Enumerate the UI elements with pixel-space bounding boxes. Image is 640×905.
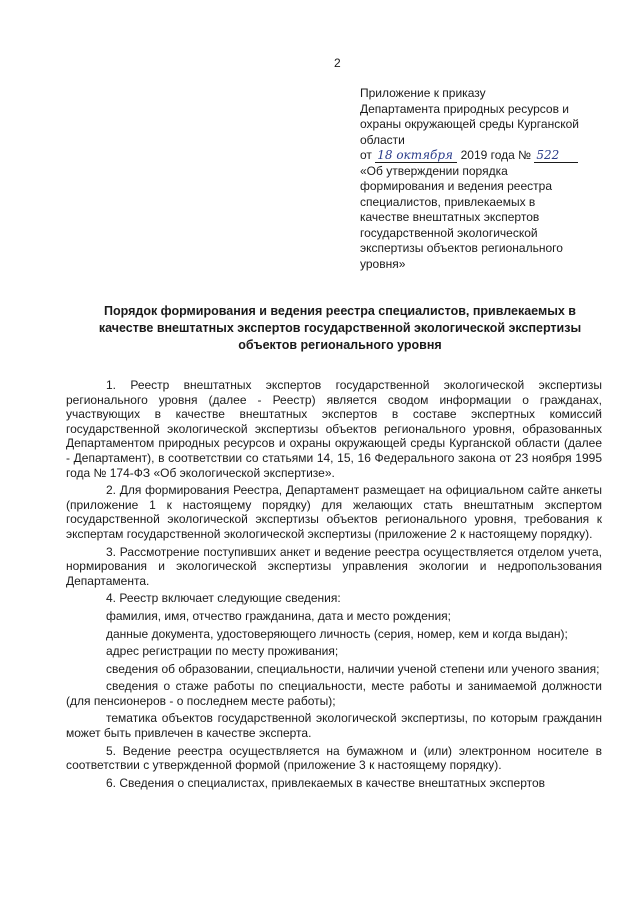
order-title-line: «Об утверждении порядка [360, 163, 508, 178]
paragraph: 4. Реестр включает следующие сведения: [106, 591, 341, 606]
appendix-line: охраны окружающей среды Курганской [360, 117, 579, 131]
order-title-line: формирования и ведения реестра [360, 179, 552, 193]
order-title-line: уровня» [360, 256, 406, 271]
paragraph: 3. Рассмотрение поступивших анкет и ведение реестра осуществляется отделом учета, нормирования и экологической экспертизы управления экологии и недропользования Департамента. [66, 544, 602, 588]
order-title-line: специалистов, привлекаемых в [360, 194, 536, 209]
year-text: 2019 года № [460, 148, 532, 162]
document-title: Порядок формирования и ведения реестра специалистов, привлекаемых в качестве внештатных экспертов государственной экологической экспертизы объектов регионального уровня [98, 304, 582, 352]
paragraph: данные документа, удостоверяющего личность (серия, номер, кем и когда выдан); [106, 626, 568, 641]
order-title-line: экспертизы объектов регионального [360, 241, 563, 255]
appendix-line: Приложение к приказу [360, 86, 486, 100]
appendix-line: области [360, 132, 405, 147]
paragraph: 1. Реестр внештатных экспертов государственной экологической экспертизы регионального уровня (далее - Реестр) является сводом информации о гражданах, участвующих в качестве внештатных экспертов в составе экспертных комиссий государственной экологической экспертизы объектов регионального уровня, образованных Департаментом природных ресурсов и охраны окружающей среды Курганской области (далее - Департамент), в соответствии со статьями 14, 15, 16 Федерального закона от 23 ноября 1995 года № 174-ФЗ «Об экологической экспертизе». [66, 378, 602, 480]
paragraph: 6. Сведения о специалистах, привлекаемых в качестве внештатных экспертов [106, 775, 546, 790]
paragraph: фамилия, имя, отчество гражданина, дата и место рождения; [106, 608, 451, 623]
handwritten-date: 18 октября [375, 149, 457, 163]
date-prefix: от [360, 148, 372, 162]
handwritten-order-number: 522 [534, 149, 578, 163]
page-number: 2 [334, 56, 341, 70]
appendix-header [360, 86, 605, 272]
paragraph: сведения об образовании, специальности, наличии ученой степени или ученого звания; [106, 661, 600, 676]
paragraph: 2. Для формирования Реестра, Департамент размещает на официальном сайте анкеты (приложение 1 к настоящему порядку) для желающих стать внештатным экспертом государственной экологической экспертизы объектов регионального уровня, требования к экспертам государственной экологической экспертизы (приложение 2 к настоящему порядку). [66, 483, 602, 541]
paragraph: 5. Ведение реестра осуществляется на бумажном и (или) электронном носителе в соответствии с утвержденной формой (приложение 3 к настоящему порядку). [66, 743, 602, 773]
appendix-line: Департамента природных ресурсов и [360, 101, 569, 116]
order-title-line: качестве внештатных экспертов [360, 210, 540, 224]
document-body [66, 378, 602, 793]
paragraph: тематика объектов государственной экологической экспертизы, по которым гражданин может быть привлечен в качестве эксперта. [66, 711, 602, 741]
paragraph: сведения о стаже работы по специальности, месте работы и занимаемой должности (для пенсионеров - о последнем месте работы); [66, 679, 602, 708]
order-title-line: государственной экологической [360, 225, 538, 240]
paragraph: адрес регистрации по месту проживания; [106, 644, 339, 659]
order-date-line [360, 148, 605, 164]
